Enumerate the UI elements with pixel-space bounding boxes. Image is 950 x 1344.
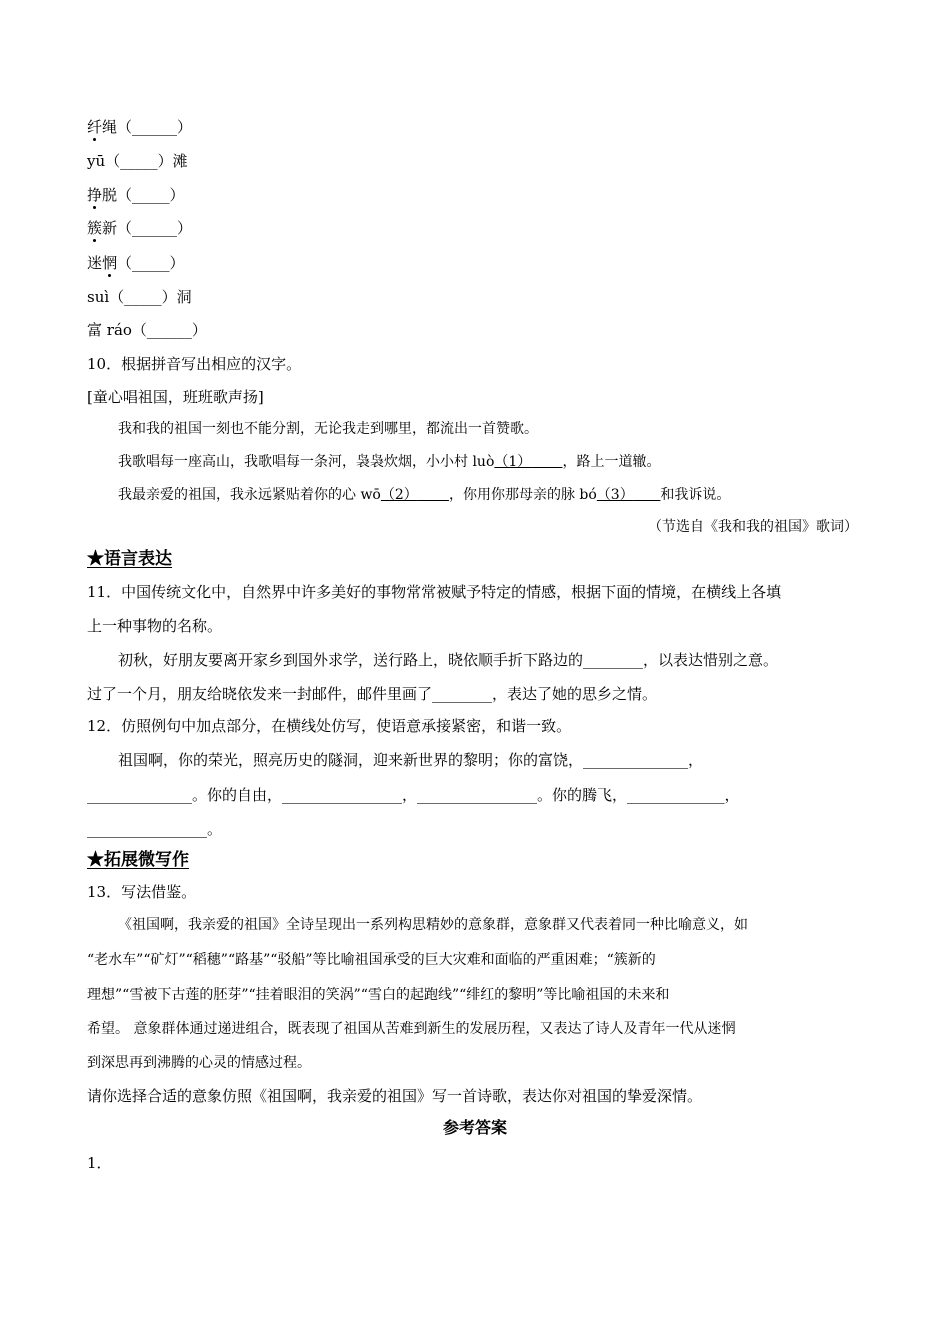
q10-lyric-line: 我最亲爱的祖国，我永远紧贴着你的心 wō（2） ，你用你那母亲的脉 bó（3） 和我诉说。 [118, 487, 731, 503]
blank-2: （2） [380, 487, 418, 503]
q9-item: yū（_____）滩 [87, 152, 188, 170]
dotted-char: 簇 [87, 219, 103, 237]
q11-line: 上一种事物的名称。 [87, 617, 223, 635]
q13-paragraph-line: 《祖国啊，我亲爱的祖国》全诗呈现出一系列构思精妙的意象群，意象群又代表着同一种比喻意义，如 [118, 917, 748, 933]
answer-number: 1． [87, 1154, 112, 1172]
q9-item: 富 ráo（______） [87, 321, 207, 339]
q12-line: ______________。你的自由，________________，________________。你的腾飞，_____________， [87, 786, 740, 804]
dotted-char: 挣 [87, 186, 103, 204]
q9-item: suì（_____）洞 [87, 288, 192, 306]
q10-tag: [童心唱祖国，班班歌声扬] [87, 388, 264, 406]
dotted-char: 惘 [102, 254, 118, 272]
q12-line: 12．仿照例句中加点部分，在横线处仿写，使语意承接紧密，和谐一致。 [87, 717, 572, 735]
q13-paragraph-line: 到深思再到沸腾的心灵的情感过程。 [87, 1055, 311, 1071]
q11-line: 11．中国传统文化中，自然界中许多美好的事物常常被赋予特定的情感，根据下面的情境，在横线上各填 [87, 583, 782, 601]
q13-paragraph-line: “老水车”“矿灯”“稻穗”“路基”“驳船”等比喻祖国承受的巨大灾难和面临的严重困难；“簇新的 [87, 952, 656, 968]
section-heading-language: ★语言表达 [87, 549, 172, 569]
q10-source: （节选自《我和我的祖国》歌词） [648, 519, 858, 535]
q10-lyric-line: 我歌唱每一座高山，我歌唱每一条河，袅袅炊烟，小小村 luò（1） ，路上一道辙。 [118, 454, 661, 470]
q9-item: 簇新（______） [87, 219, 193, 237]
q13-title: 13．写法借鉴。 [87, 883, 197, 901]
q13-paragraph-line: 理想”“雪被下古莲的胚芽”“挂着眼泪的笑涡”“雪白的起跑线”“绯红的黎明”等比喻祖国的未来和 [87, 987, 670, 1003]
blank-1: （1） [494, 454, 532, 470]
blank-3: （3） [596, 487, 634, 503]
q11-line: 过了一个月，朋友给晓依发来一封邮件，邮件里画了________，表达了她的思乡之情。 [87, 685, 658, 703]
q9-item: 迷惘（_____） [87, 254, 185, 272]
section-heading-writing: ★拓展微写作 [87, 850, 189, 870]
dotted-char: 纤 [87, 118, 103, 136]
q9-item: 挣脱（_____） [87, 186, 185, 204]
q9-item: 纤绳（______） [87, 118, 193, 136]
q10-title: 10．根据拼音写出相应的汉字。 [87, 355, 302, 373]
q11-line: 初秋，好朋友要离开家乡到国外求学，送行路上，晓依顺手折下路边的________，以表达惜别之意。 [118, 651, 779, 669]
q12-line: ________________。 [87, 820, 223, 838]
q13-task: 请你选择合适的意象仿照《祖国啊，我亲爱的祖国》写一首诗歌，表达你对祖国的挚爱深情。 [87, 1087, 703, 1105]
q10-lyric-line: 我和我的祖国一刻也不能分割，无论我走到哪里，都流出一首赞歌。 [118, 421, 538, 437]
q13-paragraph-line: 希望。 意象群体通过递进组合，既表现了祖国从苦难到新生的发展历程，又表达了诗人及青年一代从迷惘 [87, 1021, 736, 1037]
q12-line: 祖国啊，你的荣光，照亮历史的隧洞，迎来新世界的黎明；你的富饶，______________， [118, 751, 704, 769]
answers-title: 参考答案 [442, 1118, 507, 1137]
